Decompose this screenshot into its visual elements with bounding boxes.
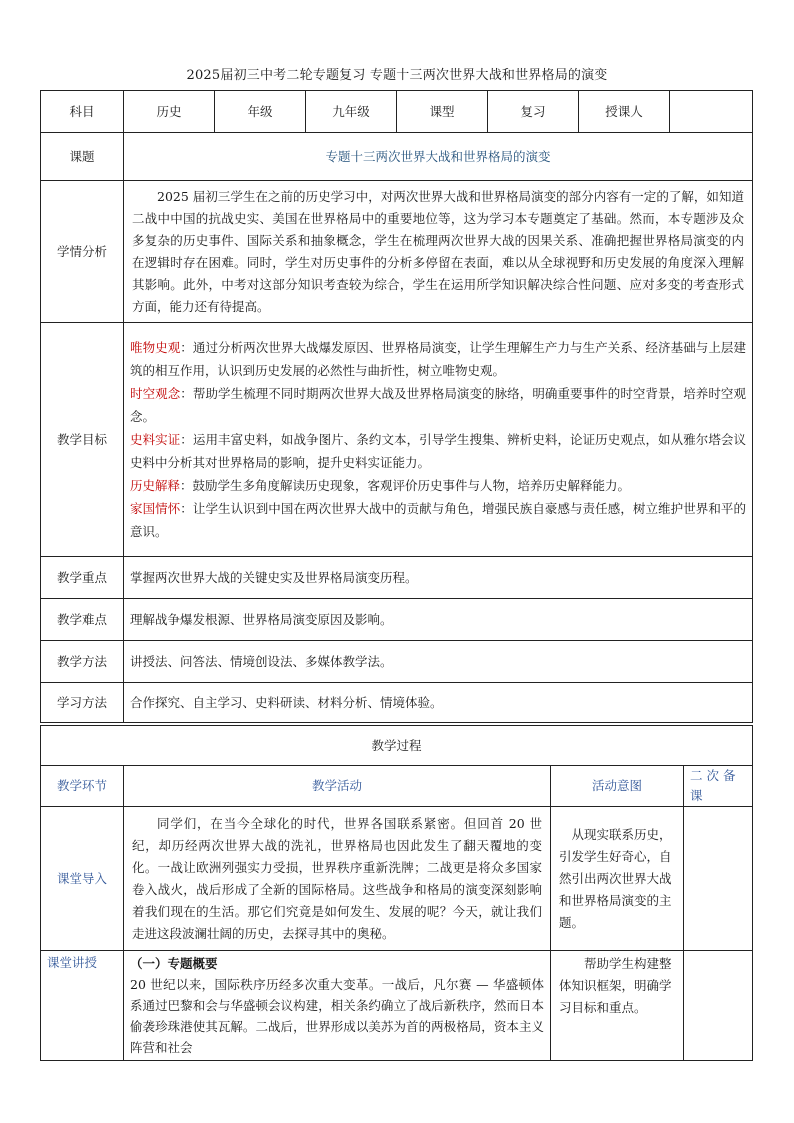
- subject-label: 科目: [41, 91, 124, 133]
- process-title-row: [41, 726, 753, 766]
- second-prep-intro: [684, 807, 753, 951]
- analysis-text: 2025 届初三学生在之前的历史学习中，对两次世界大战和世界格局演变的部分内容有一定的了解，如知道二战中中国的抗战史实、美国在世界格局中的重要地位等，这为学习本专题奠定了基础。然而，本专题涉及众多复杂的历史事件、国际关系和抽象概念，学生在梳理两次世界大战的因果关系、准确把握世界格局演变的内在逻辑时存在困难。同时，学生对历史事件的分析多停留在表面，难以从全球视野和历史发展的角度深入理解其影响。此外，中考对这部分知识考查较为综合，学生在运用所学知识解决综合性问题、应对多变的考查形式方面，能力还有待提高。: [124, 181, 753, 323]
- activity-lecture-heading: （一）专题概要: [130, 956, 218, 971]
- topic-value: 专题十三两次世界大战和世界格局的演变: [124, 133, 753, 181]
- header-stage: 教学环节: [41, 766, 124, 807]
- process-row: [41, 807, 753, 951]
- key-text: 掌握两次世界大战的关键史实及世界格局演变历程。: [124, 557, 753, 599]
- analysis-row: [41, 181, 753, 323]
- goal-item: 唯物史观：通过分析两次世界大战爆发原因、世界格局演变，让学生理解生产力与生产关系、经济基础与上层建筑的相互作用，认识到历史发展的必然性与曲折性，树立唯物史观。: [130, 340, 746, 378]
- method-label: 教学方法: [41, 641, 124, 683]
- goal-item: 史料实证：运用丰富史料，如战争图片、条约文本，引导学生搜集、辨析史料，论证历史观点，如从雅尔塔会议史料中分析其对世界格局的影响，提升史料实证能力。: [130, 432, 746, 470]
- key-label: 教学重点: [41, 557, 124, 599]
- topic-row: [41, 133, 753, 181]
- document-title: 2025届初三中考二轮专题复习 专题十三两次世界大战和世界格局的演变: [186, 68, 608, 83]
- learn-text: 合作探究、自主学习、史料研读、材料分析、情境体验。: [124, 683, 753, 723]
- stage-intro: 课堂导入: [41, 807, 124, 951]
- stage-lecture: 课堂讲授: [41, 951, 124, 1061]
- goal-item: 时空观念：帮助学生梳理不同时期两次世界大战及世界格局演变的脉络，明确重要事件的时空背景，培养时空观念。: [130, 386, 746, 424]
- intent-lecture: 帮助学生构建整体知识框架，明确学习目标和重点。: [551, 951, 684, 1061]
- intent-intro: 从现实联系历史，引发学生好奇心，自然引出两次世界大战和世界格局演变的主题。: [551, 807, 684, 951]
- process-row: [41, 951, 753, 1061]
- activity-lecture: [124, 951, 551, 1061]
- method-row: [41, 641, 753, 683]
- second-prep-lecture: [684, 951, 753, 1061]
- grade-value: 九年级: [306, 91, 397, 133]
- goal-item: 历史解释：鼓励学生多角度解读历史现象，客观评价历史事件与人物，培养历史解释能力。: [130, 478, 631, 493]
- goals-label: 教学目标: [41, 323, 124, 557]
- lesson-plan-table: [40, 90, 753, 723]
- process-title: 教学过程: [41, 726, 753, 766]
- header-activity: 教学活动: [124, 766, 551, 807]
- teacher-value: [670, 91, 753, 133]
- teacher-label: 授课人: [579, 91, 670, 133]
- type-label: 课型: [397, 91, 488, 133]
- header-intent: 活动意图: [551, 766, 684, 807]
- type-value: 复习: [488, 91, 579, 133]
- goals-row: [41, 323, 753, 557]
- difficult-row: [41, 599, 753, 641]
- key-row: [41, 557, 753, 599]
- process-table: [40, 725, 753, 1061]
- method-text: 讲授法、问答法、情境创设法、多媒体教学法。: [124, 641, 753, 683]
- learn-row: [41, 683, 753, 723]
- analysis-label: 学情分析: [41, 181, 124, 323]
- header-second-prep: 二次备课: [684, 766, 753, 807]
- goal-item: 家国情怀：让学生认识到中国在两次世界大战中的贡献与角色，增强民族自豪感与责任感，树立维护世界和平的意识。: [130, 501, 746, 539]
- topic-label: 课题: [41, 133, 124, 181]
- process-header-row: [41, 766, 753, 807]
- goals-list: [124, 323, 753, 557]
- difficult-label: 教学难点: [41, 599, 124, 641]
- activity-lecture-text: 20 世纪以来，国际秩序历经多次重大变革。一战后，凡尔赛 — 华盛顿体系通过巴黎和会与华盛顿会议构建，相关条约确立了战后新秩序，然而日本偷袭珍珠港使其瓦解。二战后，世界形成以美苏为首的两极格局，资本主义阵营和社会: [130, 977, 544, 1055]
- subject-value: 历史: [124, 91, 215, 133]
- difficult-text: 理解战争爆发根源、世界格局演变原因及影响。: [124, 599, 753, 641]
- grade-label: 年级: [215, 91, 306, 133]
- activity-intro: 同学们，在当今全球化的时代，世界各国联系紧密。但回首 20 世纪，却历经两次世界大战的洗礼，世界格局也因此发生了翻天覆地的变化。一战让欧洲列强实力受损，世界秩序重新洗牌；二战更是将众多国家卷入战火，战后形成了全新的国际格局。这些战争和格局的演变深刻影响着我们现在的生活。那它们究竟是如何发生、发展的呢？今天，就让我们走进这段波澜壮阔的历史，去探寻其中的奥秘。: [124, 807, 551, 951]
- learn-label: 学习方法: [41, 683, 124, 723]
- info-row: [41, 91, 753, 133]
